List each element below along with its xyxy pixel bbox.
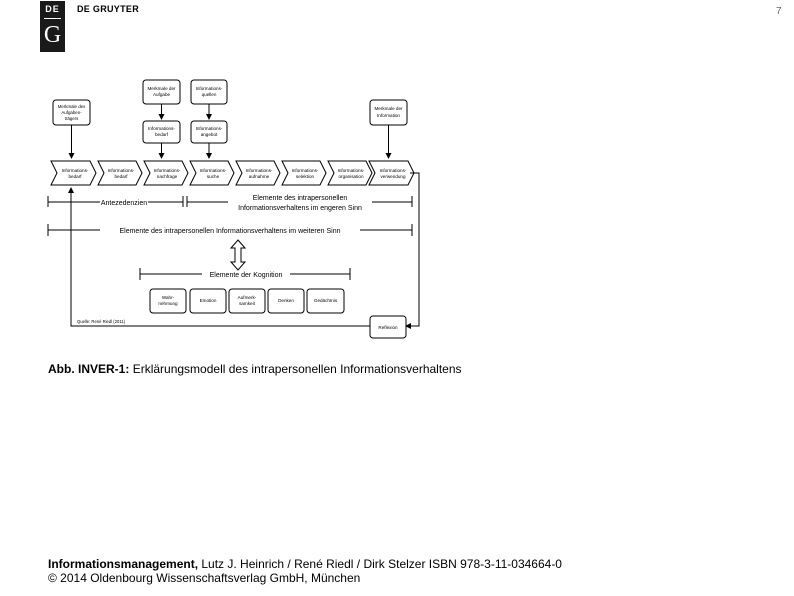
svg-text:Emotion: Emotion (199, 298, 217, 303)
box-merkmale-aufgabe (143, 80, 180, 104)
svg-text:Informations-: Informations- (379, 168, 407, 173)
svg-text:Gedächtnis: Gedächtnis (313, 298, 338, 303)
cognition-box-gedaechtnis (307, 289, 344, 313)
svg-text:suche: suche (206, 174, 220, 179)
box-reflexion (370, 316, 406, 338)
footer-authors: Lutz J. Heinrich / René Riedl / Dirk Stelzer ISBN 978-3-11-034664-0 (201, 557, 562, 571)
svg-text:samkeit: samkeit (239, 301, 255, 306)
figure-caption (48, 362, 462, 376)
svg-text:Aufgaben-: Aufgaben- (61, 110, 82, 115)
svg-text:Informationsverhaltens im enge: Informationsverhaltens im engeren Sinn (238, 205, 362, 212)
page-number: 7 (776, 6, 782, 17)
svg-text:Merkmale der: Merkmale der (374, 106, 403, 111)
bracket-antezedenzien (48, 196, 183, 207)
svg-text:Informations-: Informations- (148, 126, 175, 131)
svg-text:aufnahme: aufnahme (248, 174, 270, 179)
svg-text:Elemente des intrapersonellen: Elemente des intrapersonellen Informationsverhaltens im weiteren Sinn (119, 228, 341, 235)
svg-text:quellen: quellen (201, 92, 217, 97)
svg-text:Informations-: Informations- (153, 168, 181, 173)
cognition-box-emotion (190, 289, 226, 313)
svg-text:Merkmale des: Merkmale des (57, 104, 86, 109)
svg-text:Antezedenzien: Antezedenzien (100, 200, 148, 207)
svg-text:Informations-: Informations- (291, 168, 319, 173)
logo-g-text: G (43, 22, 62, 48)
svg-text:Merkmale der: Merkmale der (147, 86, 176, 91)
svg-text:Informations-: Informations- (107, 168, 135, 173)
source-note: Quelle: René Riedl (2011) (77, 319, 126, 324)
svg-text:Informations-: Informations- (61, 168, 89, 173)
svg-text:nehmung: nehmung (158, 301, 178, 306)
logo-de-text: DE (45, 4, 60, 14)
publisher-name: DE GRUYTER (77, 4, 140, 14)
svg-text:trägers: trägers (64, 116, 79, 121)
svg-text:Informations-: Informations- (195, 126, 223, 131)
svg-text:bedarf: bedarf (68, 174, 82, 179)
box-merkmale-information (370, 100, 407, 125)
footer-citation (48, 557, 562, 571)
svg-text:Elemente des intrapersonellen: Elemente des intrapersonellen (252, 195, 348, 202)
svg-text:selektion: selektion (295, 174, 315, 179)
svg-text:bedarf: bedarf (154, 132, 169, 137)
box-merkmale-aufgabentraeger (53, 100, 90, 125)
cognition-box-aufmerksamkeit (229, 289, 265, 313)
svg-text:Elemente der Kognition: Elemente der Kognition (209, 272, 283, 279)
cognition-box-denken (268, 289, 304, 313)
double-arrow-icon (231, 240, 245, 270)
svg-text:Reflexion: Reflexion (378, 325, 398, 330)
footer-copyright: © 2014 Oldenbourg Wissenschaftsverlag GmbH, München (48, 571, 361, 585)
svg-text:Informations-: Informations- (195, 86, 223, 91)
chevron-row (51, 161, 414, 185)
cognition-box-wahrnehmung (150, 289, 186, 313)
svg-text:organisation: organisation (338, 174, 364, 179)
bracket-kognition (140, 268, 350, 280)
svg-text:Denken: Denken (278, 298, 294, 303)
caption-label: Abb. INVER-1: (48, 362, 130, 376)
svg-text:Information: Information (377, 113, 400, 118)
footer-title: Informationsmanagement, (48, 557, 199, 571)
box-informationsbedarf-mid (143, 121, 180, 143)
box-informationsangebot (191, 121, 227, 143)
box-informationsquellen (191, 80, 227, 104)
svg-text:Aufgabe: Aufgabe (152, 92, 171, 97)
svg-text:bedarf: bedarf (114, 174, 128, 179)
svg-text:Aufmerk-: Aufmerk- (237, 295, 257, 300)
svg-text:verwendung: verwendung (380, 174, 406, 179)
svg-text:Wahr-: Wahr- (161, 295, 175, 300)
svg-text:Informations-: Informations- (245, 168, 273, 173)
svg-text:Informations-: Informations- (199, 168, 227, 173)
caption-text: Erklärungsmodell des intrapersonellen Informationsverhaltens (132, 362, 462, 376)
svg-text:Informations-: Informations- (337, 168, 365, 173)
svg-text:nachfrage: nachfrage (156, 174, 178, 179)
bracket-engeren-sinn (187, 195, 412, 212)
bracket-weiteren-sinn (48, 224, 412, 236)
svg-text:angebot: angebot (200, 132, 218, 137)
